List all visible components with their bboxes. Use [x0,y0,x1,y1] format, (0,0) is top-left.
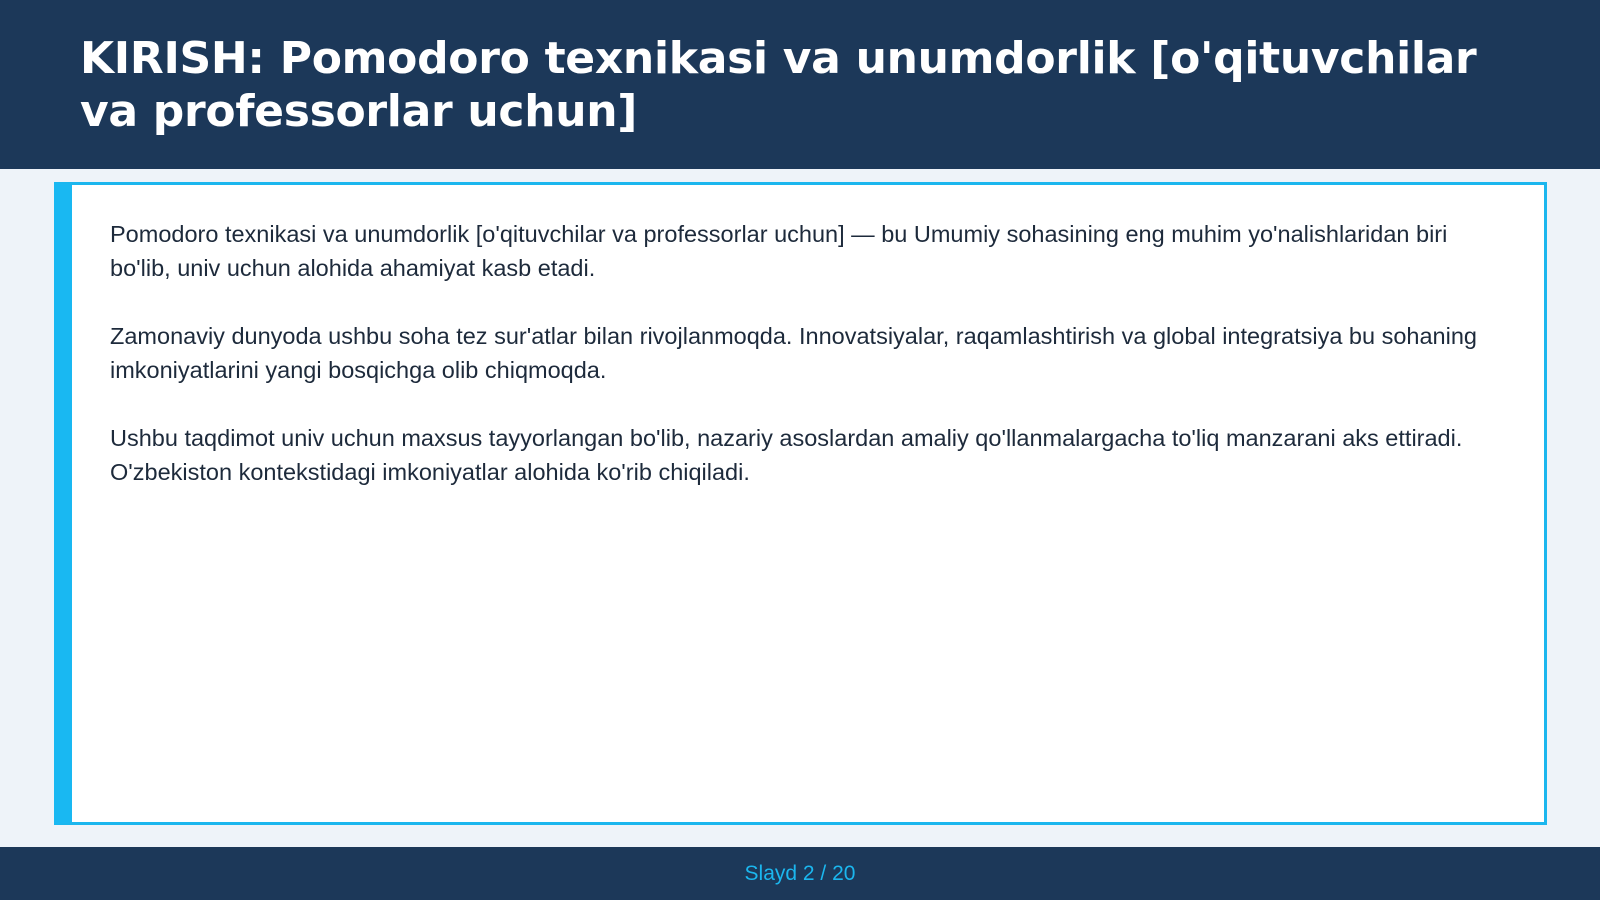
slide-title: KIRISH: Pomodoro texnikasi va unumdorlik [o'qituvchilar va professorlar uchun] [80,33,1477,137]
content-card [54,182,1547,825]
content-paragraph-2: Zamonaviy dunyoda ushbu soha tez sur'atlar bilan rivojlanmoqda. Innovatsiyalar, raqamlashtirish va global integratsiya bu sohaning imkoniyatlarini yangi bosqichga olib chiqmoqda. [110,323,1477,383]
slide-footer [0,847,1600,900]
content-paragraph-1: Pomodoro texnikasi va unumdorlik [o'qituvchilar va professorlar uchun] — bu Umumiy sohasining eng muhim yo'nalishlaridan biri bo'lib, univ uchun alohida ahamiyat kasb etadi. [110,221,1448,281]
slide-counter: Slayd 2 / 20 [744,862,856,885]
content-paragraph-3: Ushbu taqdimot univ uchun maxsus tayyorlangan bo'lib, nazariy asoslardan amaliy qo'llanmalargacha to'liq manzarani aks ettiradi. O'zbekiston kontekstidagi imkoniyatlar alohida ko'rib chiqiladi. [110,425,1463,485]
slide-header [0,0,1600,169]
